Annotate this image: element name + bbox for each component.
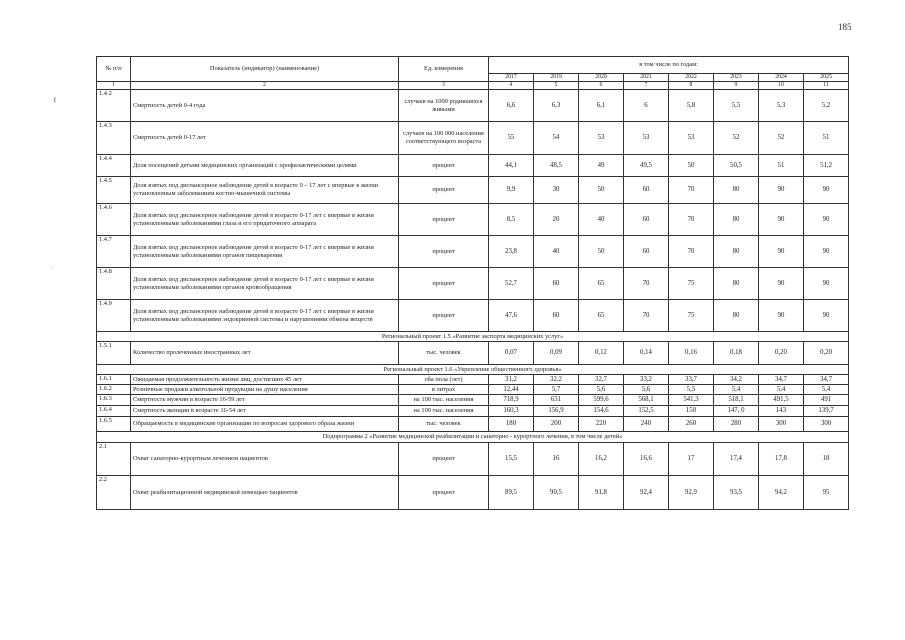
row-number: 1.5.1 — [97, 342, 131, 365]
value-cell: 90 — [804, 300, 849, 332]
value-cell: 60 — [624, 204, 669, 236]
row-number: 1.6.2 — [97, 385, 131, 395]
unit-cell: случаев на 100 000 населения соответствующего возраста — [399, 122, 489, 155]
value-cell: 300 — [804, 417, 849, 432]
table-row — [97, 395, 849, 406]
indicator-name: Доля взятых под диспансерное наблюдение детей в возрасте 0-17 лет с впервые в жизни установленными заболеваниями глаза и его придаточного аппарата — [131, 204, 399, 236]
indicators-table — [96, 56, 849, 510]
value-cell: 541,3 — [669, 395, 714, 406]
value-cell: 80 — [714, 300, 759, 332]
value-cell: 154,6 — [579, 406, 624, 417]
margin-mark: ℓ — [53, 96, 57, 104]
table-row — [97, 90, 849, 122]
value-cell: 5,6 — [579, 385, 624, 395]
value-cell: 91,8 — [579, 476, 624, 510]
page-number: 185 — [838, 22, 852, 32]
unit-cell: тыс. человек — [399, 342, 489, 365]
row-number: 2.2 — [97, 476, 131, 510]
value-cell: 75 — [669, 268, 714, 300]
row-number: 1.6.4 — [97, 406, 131, 417]
unit-cell: в литрах — [399, 385, 489, 395]
value-cell: 5,5 — [714, 90, 759, 122]
row-number: 1.4.9 — [97, 300, 131, 332]
value-cell: 156,9 — [534, 406, 579, 417]
section-header-row — [97, 365, 849, 375]
column-number: 3 — [399, 82, 489, 90]
value-cell: 48,5 — [534, 155, 579, 177]
value-cell: 51 — [804, 122, 849, 155]
header-indicator: Показатель (индикатор) (наименование) — [131, 57, 399, 82]
value-cell: 70 — [669, 236, 714, 268]
value-cell: 5,6 — [624, 385, 669, 395]
value-cell: 52,7 — [489, 268, 534, 300]
unit-cell: процент — [399, 268, 489, 300]
unit-cell: оба пола (лет) — [399, 375, 489, 385]
value-cell: 90 — [759, 204, 804, 236]
value-cell: 180 — [489, 417, 534, 432]
table-body — [97, 90, 849, 510]
row-number: 2.1 — [97, 443, 131, 476]
value-cell: 40 — [579, 204, 624, 236]
table-row — [97, 443, 849, 476]
value-cell: 200 — [534, 417, 579, 432]
value-cell: 23,8 — [489, 236, 534, 268]
value-cell: 491 — [804, 395, 849, 406]
value-cell: 53 — [669, 122, 714, 155]
value-cell: 51,2 — [804, 155, 849, 177]
value-cell: 60 — [624, 236, 669, 268]
header-year: 2017 — [489, 74, 534, 82]
value-cell: 33,2 — [624, 375, 669, 385]
value-cell: 52 — [714, 122, 759, 155]
value-cell: 599,6 — [579, 395, 624, 406]
value-cell: 631 — [534, 395, 579, 406]
value-cell: 90,5 — [534, 476, 579, 510]
value-cell: 54 — [534, 122, 579, 155]
unit-cell: процент — [399, 177, 489, 204]
value-cell: 147, 0 — [714, 406, 759, 417]
value-cell: 16 — [534, 443, 579, 476]
value-cell: 0,09 — [534, 342, 579, 365]
value-cell: 0,20 — [804, 342, 849, 365]
row-number: 1.4.3 — [97, 122, 131, 155]
value-cell: 5,2 — [804, 90, 849, 122]
value-cell: 0,12 — [579, 342, 624, 365]
header-year: 2023 — [714, 74, 759, 82]
indicator-name: Смертность женщин в возрасте 16-54 лет — [131, 406, 399, 417]
value-cell: 150 — [669, 406, 714, 417]
value-cell: 80 — [714, 204, 759, 236]
value-cell: 17,8 — [759, 443, 804, 476]
column-number: 4 — [489, 82, 534, 90]
value-cell: 491,5 — [759, 395, 804, 406]
indicator-name: Доля взятых под диспансерное наблюдение детей в возрасте 0-17 лет с впервые в жизни установленными заболеваниями органов кровообращения — [131, 268, 399, 300]
header-year: 2024 — [759, 74, 804, 82]
value-cell: 90 — [804, 268, 849, 300]
value-cell: 220 — [579, 417, 624, 432]
value-cell: 152,5 — [624, 406, 669, 417]
table-row — [97, 406, 849, 417]
value-cell: 90 — [804, 204, 849, 236]
value-cell: 50 — [579, 177, 624, 204]
value-cell: 34,2 — [714, 375, 759, 385]
value-cell: 90 — [759, 300, 804, 332]
value-cell: 90 — [759, 236, 804, 268]
unit-cell: на 100 тыс. населения — [399, 406, 489, 417]
value-cell: 92,9 — [669, 476, 714, 510]
value-cell: 34,7 — [759, 375, 804, 385]
section-header-row — [97, 432, 849, 443]
value-cell: 75 — [669, 300, 714, 332]
column-number: 9 — [714, 82, 759, 90]
row-number: 1.4.6 — [97, 204, 131, 236]
indicator-name: Смертность детей 0-4 года — [131, 90, 399, 122]
column-number: 11 — [804, 82, 849, 90]
table-row — [97, 476, 849, 510]
value-cell: 6,6 — [489, 90, 534, 122]
value-cell: 260 — [669, 417, 714, 432]
table-row — [97, 177, 849, 204]
value-cell: 0,20 — [759, 342, 804, 365]
indicator-name: Доля взятых под диспансерное наблюдение детей в возрасте 0 – 17 лет с впервые в жизни установленным заболеванием костно-мышечной системы — [131, 177, 399, 204]
value-cell: 17,4 — [714, 443, 759, 476]
margin-mark: . — [52, 262, 54, 270]
unit-cell: процент — [399, 443, 489, 476]
value-cell: 6,1 — [579, 90, 624, 122]
value-cell: 9,9 — [489, 177, 534, 204]
section-title: Региональный проект 1.5 «Развитие экспорта медицинских услуг» — [97, 332, 849, 342]
row-number: 1.6.3 — [97, 395, 131, 406]
header-year: 2019 — [534, 74, 579, 82]
value-cell: 5,4 — [714, 385, 759, 395]
value-cell: 65 — [579, 300, 624, 332]
value-cell: 718,9 — [489, 395, 534, 406]
row-number: 1.4.7 — [97, 236, 131, 268]
indicator-name: Розничные продажи алкогольной продукции на душу населения — [131, 385, 399, 395]
indicator-name: Ожидаемая продолжительность жизни лиц, достигших 45 лет — [131, 375, 399, 385]
row-number: 1.4.5 — [97, 177, 131, 204]
value-cell: 70 — [669, 177, 714, 204]
value-cell: 51 — [759, 155, 804, 177]
row-number: 1.6.1 — [97, 375, 131, 385]
column-number: 7 — [624, 82, 669, 90]
column-number: 1 — [97, 82, 131, 90]
value-cell: 94,2 — [759, 476, 804, 510]
table-row — [97, 342, 849, 365]
value-cell: 60 — [534, 300, 579, 332]
value-cell: 5,4 — [759, 385, 804, 395]
unit-cell: процент — [399, 476, 489, 510]
row-number: 1.6.5 — [97, 417, 131, 432]
value-cell: 50 — [669, 155, 714, 177]
indicator-name: Смертность мужчин в возрасте 16-59 лет — [131, 395, 399, 406]
header-year: 2021 — [624, 74, 669, 82]
value-cell: 53 — [624, 122, 669, 155]
unit-cell: процент — [399, 300, 489, 332]
row-number: 1.4.2 — [97, 90, 131, 122]
table-row — [97, 300, 849, 332]
table-row — [97, 375, 849, 385]
value-cell: 93,5 — [714, 476, 759, 510]
indicator-name: Охват санаторно-курортным лечением пациентов — [131, 443, 399, 476]
value-cell: 240 — [624, 417, 669, 432]
value-cell: 5,5 — [669, 385, 714, 395]
value-cell: 5,7 — [534, 385, 579, 395]
row-number: 1.4.8 — [97, 268, 131, 300]
value-cell: 31,2 — [489, 375, 534, 385]
table-row — [97, 385, 849, 395]
value-cell: 90 — [759, 177, 804, 204]
table-row — [97, 268, 849, 300]
value-cell: 92,4 — [624, 476, 669, 510]
value-cell: 89,5 — [489, 476, 534, 510]
table-row — [97, 155, 849, 177]
value-cell: 160,3 — [489, 406, 534, 417]
value-cell: 18 — [804, 443, 849, 476]
value-cell: 90 — [804, 177, 849, 204]
value-cell: 0,18 — [714, 342, 759, 365]
column-number: 5 — [534, 82, 579, 90]
column-number: 2 — [131, 82, 399, 90]
table-row — [97, 236, 849, 268]
section-header-row — [97, 332, 849, 342]
value-cell: 44,1 — [489, 155, 534, 177]
value-cell: 65 — [579, 268, 624, 300]
value-cell: 280 — [714, 417, 759, 432]
indicator-name: Доля посещений детьми медицинских организаций с профилактическими целями — [131, 155, 399, 177]
value-cell: 0,16 — [669, 342, 714, 365]
value-cell: 12,44 — [489, 385, 534, 395]
value-cell: 16,6 — [624, 443, 669, 476]
indicator-name: Количество пролеченных иностранных лет — [131, 342, 399, 365]
value-cell: 20 — [534, 204, 579, 236]
header-year: 2020 — [579, 74, 624, 82]
section-title: Региональный проект 1.6 «Укрепление общественного здоровья» — [97, 365, 849, 375]
value-cell: 5,8 — [669, 90, 714, 122]
column-number: 6 — [579, 82, 624, 90]
value-cell: 32,2 — [534, 375, 579, 385]
value-cell: 52 — [759, 122, 804, 155]
section-title: Подпрограмма 2 «Развитие медицинской реабилитации и санаторно - курортного лечения, в том числе детей» — [97, 432, 849, 443]
value-cell: 5,4 — [804, 385, 849, 395]
value-cell: 0,07 — [489, 342, 534, 365]
value-cell: 70 — [624, 268, 669, 300]
value-cell: 47,6 — [489, 300, 534, 332]
column-numbers-row — [97, 82, 849, 90]
unit-cell: процент — [399, 236, 489, 268]
unit-cell: процент — [399, 204, 489, 236]
value-cell: 95 — [804, 476, 849, 510]
indicator-name: Смертность детей 0-17 лет — [131, 122, 399, 155]
value-cell: 49 — [579, 155, 624, 177]
column-number: 10 — [759, 82, 804, 90]
value-cell: 60 — [534, 268, 579, 300]
header-year: 2022 — [669, 74, 714, 82]
row-number: 1.4.4 — [97, 155, 131, 177]
table-row — [97, 204, 849, 236]
indicator-name: Доля взятых под диспансерное наблюдение детей в возрасте 0-17 лет с впервые в жизни установленными заболеваниями эндокринной системы и нарушениями обмена веществ — [131, 300, 399, 332]
value-cell: 70 — [624, 300, 669, 332]
table-row — [97, 417, 849, 432]
value-cell: 53 — [579, 122, 624, 155]
value-cell: 32,7 — [579, 375, 624, 385]
column-number: 8 — [669, 82, 714, 90]
indicator-name: Доля взятых под диспансерное наблюдение детей в возрасте 0-17 лет с впервые в жизни установленными заболеваниями органов пищеварения — [131, 236, 399, 268]
value-cell: 6 — [624, 90, 669, 122]
value-cell: 15,5 — [489, 443, 534, 476]
value-cell: 60 — [624, 177, 669, 204]
value-cell: 50 — [579, 236, 624, 268]
value-cell: 55 — [489, 122, 534, 155]
header-unit: Ед. измерения — [399, 57, 489, 82]
value-cell: 90 — [804, 236, 849, 268]
header-no: № п/п — [97, 57, 131, 82]
header-year: 2025 — [804, 74, 849, 82]
value-cell: 30 — [534, 177, 579, 204]
value-cell: 80 — [714, 177, 759, 204]
header-years-caption: в том числе по годам: — [489, 57, 849, 74]
value-cell: 16,2 — [579, 443, 624, 476]
value-cell: 518,1 — [714, 395, 759, 406]
value-cell: 80 — [714, 236, 759, 268]
value-cell: 70 — [669, 204, 714, 236]
value-cell: 568,1 — [624, 395, 669, 406]
unit-cell: тыс. человек — [399, 417, 489, 432]
unit-cell: на 100 тыс. населения — [399, 395, 489, 406]
table-row — [97, 122, 849, 155]
value-cell: 6,3 — [534, 90, 579, 122]
value-cell: 50,5 — [714, 155, 759, 177]
value-cell: 8,5 — [489, 204, 534, 236]
value-cell: 80 — [714, 268, 759, 300]
value-cell: 90 — [759, 268, 804, 300]
indicator-name: Охват реабилитационной медицинской помощью пациентов — [131, 476, 399, 510]
value-cell: 40 — [534, 236, 579, 268]
value-cell: 34,7 — [804, 375, 849, 385]
unit-cell: случаев на 1000 родившихся живыми — [399, 90, 489, 122]
value-cell: 300 — [759, 417, 804, 432]
value-cell: 5,3 — [759, 90, 804, 122]
value-cell: 139,7 — [804, 406, 849, 417]
indicator-name: Обращаемость в медицинские организации по вопросам здорового образа жизни — [131, 417, 399, 432]
value-cell: 33,7 — [669, 375, 714, 385]
value-cell: 49,5 — [624, 155, 669, 177]
unit-cell: процент — [399, 155, 489, 177]
value-cell: 143 — [759, 406, 804, 417]
value-cell: 0,14 — [624, 342, 669, 365]
value-cell: 17 — [669, 443, 714, 476]
